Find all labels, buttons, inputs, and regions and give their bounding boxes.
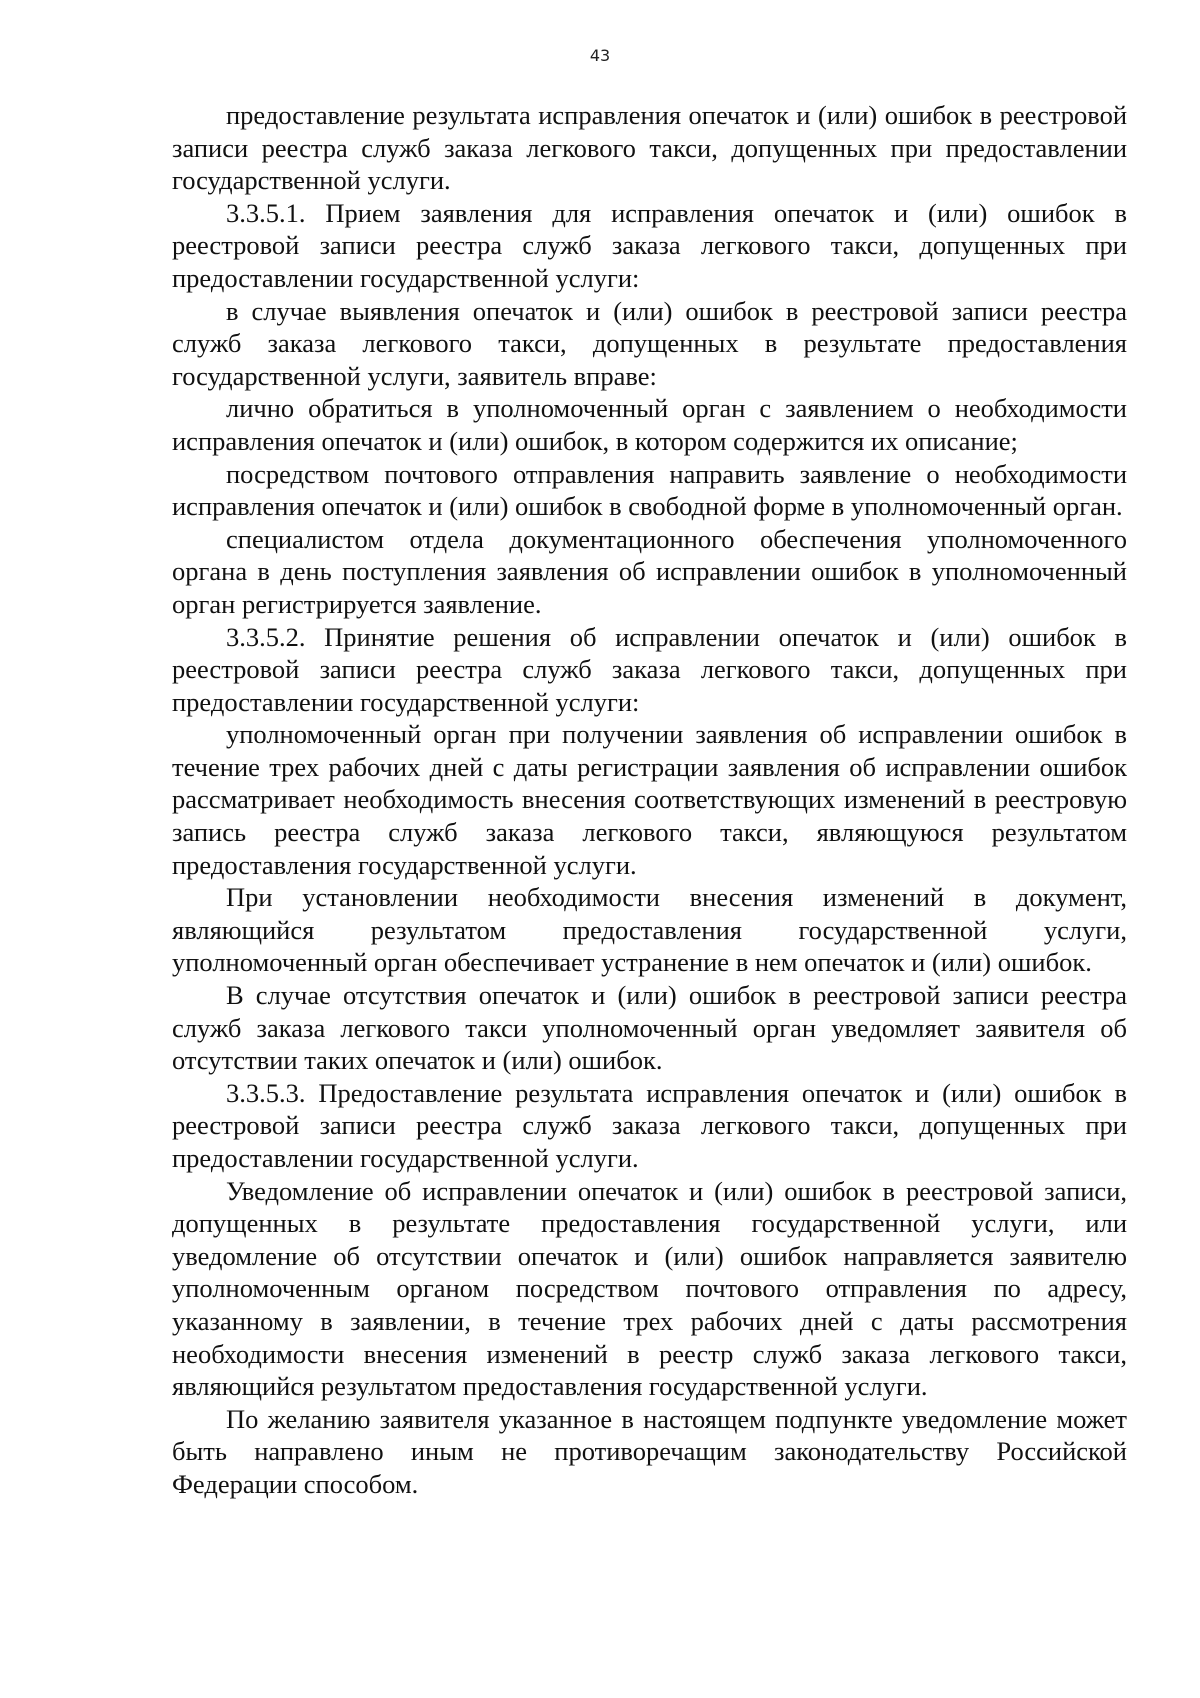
paragraph: По желанию заявителя указанное в настоящем подпункте уведомление может быть направлено иным не противоречащим законодательству Российской Федерации способом. [172,1403,1127,1499]
paragraph: 3.3.5.3. Предоставление результата исправления опечаток и (или) ошибок в реестровой записи реестра служб заказа легкового такси, допущенных при предоставлении государственной услуги. [172,1077,1127,1173]
paragraph: При установлении необходимости внесения изменений в документ, являющийся результатом предоставления государственной услуги, уполномоченный орган обеспечивает устранение в нем опечаток и (или) ошибок. [172,882,1127,978]
paragraph: специалистом отдела документационного обеспечения уполномоченного органа в день поступления заявления об исправлении ошибок в уполномоченный орган регистрируется заявление. [172,523,1127,619]
paragraph: в случае выявления опечаток и (или) ошибок в реестровой записи реестра служб заказа легкового такси, допущенных в результате предоставления государственной услуги, заявитель вправе: [172,295,1127,391]
page-number: 43 [589,46,611,65]
document-body [172,99,1127,1501]
paragraph: уполномоченный орган при получении заявления об исправлении ошибок в течение трех рабочих дней с даты регистрации заявления об исправлении ошибок рассматривает необходимость внесения соответствующих изменений в реестровую запись реестра служб заказа легкового такси, являющуюся результатом предоставления государственной услуги. [172,719,1127,880]
paragraph: 3.3.5.2. Принятие решения об исправлении опечаток и (или) ошибок в реестровой записи реестра служб заказа легкового такси, допущенных при предоставлении государственной услуги: [172,621,1127,717]
paragraph: посредством почтового отправления направить заявление о необходимости исправления опечаток и (или) ошибок в свободной форме в уполномоченный орган. [172,458,1127,522]
paragraph: предоставление результата исправления опечаток и (или) ошибок в реестровой записи реестра служб заказа легкового такси, допущенных при предоставлении государственной услуги. [172,100,1127,196]
paragraph: лично обратиться в уполномоченный орган с заявлением о необходимости исправления опечаток и (или) ошибок, в котором содержится их описание; [172,393,1127,456]
paragraph: 3.3.5.1. Прием заявления для исправления опечаток и (или) ошибок в реестровой записи реестра служб заказа легкового такси, допущенных при предоставлении государственной услуги: [172,197,1127,293]
paragraph: В случае отсутствия опечаток и (или) ошибок в реестровой записи реестра служб заказа легкового такси уполномоченный орган уведомляет заявителя об отсутствии таких опечаток и (или) ошибок. [172,980,1127,1076]
paragraph: Уведомление об исправлении опечаток и (или) ошибок в реестровой записи, допущенных в результате предоставления государственной услуги, или уведомление об отсутствии опечаток и (или) ошибок направляется заявителю уполномоченным органом посредством почтового отправления по адресу, указанному в заявлении, в течение трех рабочих дней с даты рассмотрения необходимости внесения изменений в реестр служб заказа легкового такси, являющийся результатом предоставления государственной услуги. [172,1175,1127,1402]
